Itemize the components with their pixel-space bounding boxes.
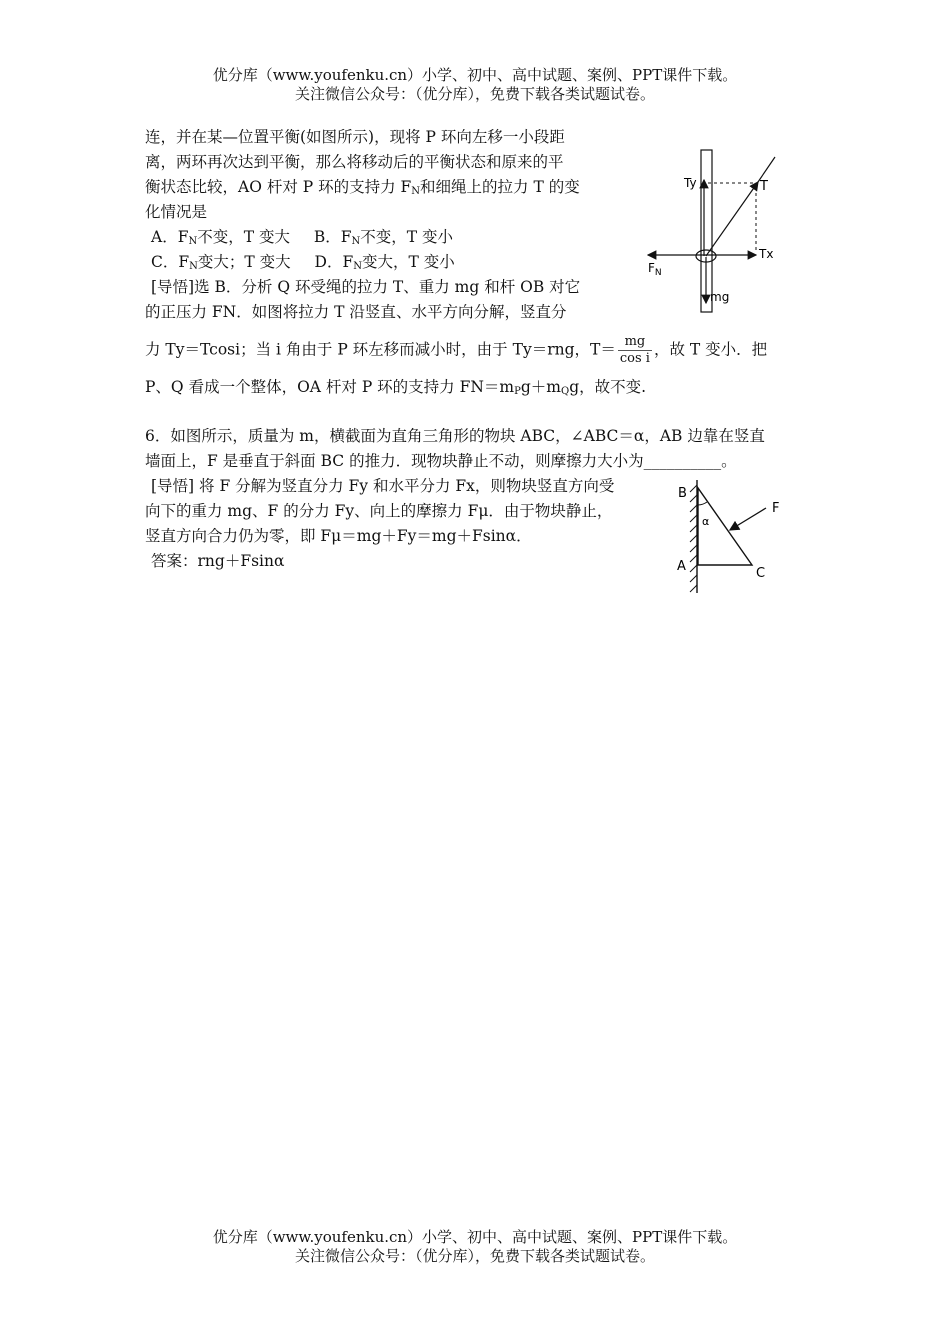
- q5-guide-line-2: 的正压力 FN．如图将拉力 T 沿竖直、水平方向分解，竖直分: [145, 303, 567, 321]
- option-c: C．$F_N$变大；T 变大: [151, 253, 291, 272]
- fraction-mg-over-cos-i: $\frac{mg}{\text{cos i}}$: [619, 334, 650, 366]
- q5-options-cd: [151, 251, 455, 278]
- label-c: C: [756, 566, 766, 581]
- label-ty: Ty: [684, 176, 697, 190]
- label-mg: mg: [710, 290, 730, 304]
- wall-hatching: [690, 485, 697, 592]
- footer-line-1: 优分库（www.youfenku.cn）小学、初中、高中试题、案例、PPT课件下载。: [212, 1228, 738, 1246]
- q6-answer: 答案：rng＋Fsinα: [151, 552, 285, 570]
- force-f-arrow: [730, 508, 766, 530]
- q5-guide-line-1: [导悟]选 B．分析 Q 环受绳的拉力 T、重力 mg 和杆 OB 对它: [151, 278, 581, 296]
- header-line-1: 优分库（www.youfenku.cn）小学、初中、高中试题、案例、PPT课件下载。: [212, 66, 738, 84]
- label-b: B: [678, 486, 687, 501]
- label-t: T: [760, 179, 768, 194]
- option-d: D．$F_N$变大，T 变小: [314, 253, 455, 272]
- q6-line-2: 墙面上，F 是垂直于斜面 BC 的推力．现物块静止不动，则摩擦力大小为__________。: [145, 452, 737, 470]
- option-a: A．$F_N$不变，T 变大: [151, 228, 290, 247]
- option-b: B．$F_N$不变，T 变小: [313, 228, 454, 247]
- q5-guide-line-3: 力 Ty＝Tcosi；当 i 角由于 P 环左移而减小时，由于 Ty＝rng，T＝ $\frac{mg}{\text{cos i}}$ ，故 T 变小．把: [145, 334, 768, 366]
- page-footer: [0, 1228, 950, 1266]
- label-f: F: [772, 501, 780, 516]
- q6-block-diagram: [670, 475, 790, 600]
- q5-line-1: 连，并在某—位置平衡(如图所示)，现将 P 环向左移一小段距: [145, 128, 565, 146]
- label-tx: Tx: [759, 247, 774, 261]
- footer-line-2: 关注微信公众号：（优分库），免费下载各类试题试卷。: [294, 1247, 655, 1265]
- q6-guide-line-3: 竖直方向合力仍为零，即 Fμ＝mg＋Fy＝mg＋Fsinα．: [145, 527, 532, 545]
- q5-line-2: 离，两环再次达到平衡，那么将移动后的平衡状态和原来的平: [145, 153, 564, 171]
- label-a: A: [677, 559, 686, 574]
- page-header: [0, 66, 950, 104]
- q6-guide-line-2: 向下的重力 mg、F 的分力 Fy、向上的摩擦力 Fμ．由于物块静止，: [145, 502, 613, 520]
- q5-line-3: 衡状态比较，AO 杆对 P 环的支持力 $F_N$和细绳上的拉力 T 的变: [145, 178, 580, 197]
- tension-arrow: [706, 182, 758, 256]
- label-fn: $F_N$: [648, 261, 662, 278]
- q5-line-4: 化情况是: [145, 203, 208, 221]
- q6-line-1: 6．如图所示，质量为 m，横截面为直角三角形的物块 ABC，∠ABC＝α，AB 边靠在竖直: [145, 427, 765, 445]
- label-alpha: α: [702, 515, 710, 528]
- q6-guide-line-1: [导悟] 将 F 分解为竖直分力 Fy 和水平分力 Fx，则物块竖直方向受: [151, 477, 615, 495]
- q5-guide-line-4: P、Q 看成一个整体，OA 杆对 P 环的支持力 $FN=m_Pg+m_Qg$，故不变.: [145, 378, 647, 397]
- q5-force-diagram: [640, 145, 790, 315]
- header-line-2: 关注微信公众号：（优分库），免费下载各类试题试卷。: [294, 85, 655, 103]
- q5-options-ab: [151, 226, 453, 253]
